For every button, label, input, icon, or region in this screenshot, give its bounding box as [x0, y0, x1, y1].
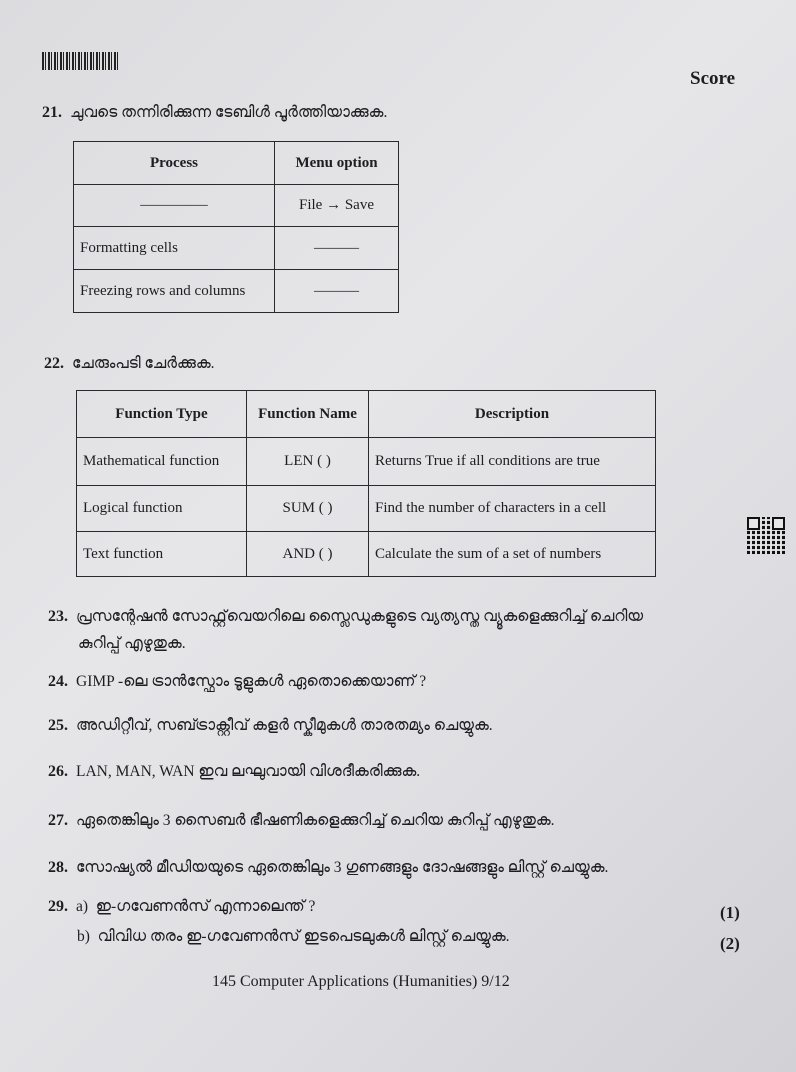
- question-text: ചുവടെ തന്നിരിക്കുന്ന ടേബിൾ പൂർത്തിയാക്കുക.: [70, 104, 388, 121]
- table-functions: [76, 390, 656, 577]
- question-number: 25.: [48, 717, 68, 734]
- cell: Mathematical function: [77, 438, 247, 486]
- cell: Freezing rows and columns: [74, 270, 275, 313]
- question-text: ചേരുംപടി ചേർക്കുക.: [72, 355, 215, 372]
- question-text: വിവിധ തരം ഇ-ഗവേണൻസ് ഇടപെടലുകൾ ലിസ്റ്റ് ചെയ്യുക.: [97, 928, 510, 945]
- cell: Logical function: [77, 486, 247, 532]
- sub-label: b): [77, 928, 90, 945]
- question-text: സോഷ്യൽ മീഡിയയുടെ ഏതെങ്കിലും 3 ഗുണങ്ങളും ദോഷങ്ങളും ലിസ്റ്റ് ചെയ്യുക.: [76, 859, 609, 876]
- header-menu-option: Menu option: [275, 142, 399, 185]
- question-text: ഏതെങ്കിലും 3 സൈബർ ഭീഷണികളെക്കുറിച്ച് ചെറിയ കുറിപ്പ് എഴുതുക.: [76, 812, 555, 829]
- question-number: 29.: [48, 898, 68, 915]
- cell: Text function: [77, 532, 247, 577]
- question-29a: [48, 898, 315, 916]
- marks-b: (2): [720, 934, 740, 953]
- cell: Formatting cells: [74, 227, 275, 270]
- barcode: [42, 52, 118, 70]
- question-number: 21.: [42, 104, 62, 121]
- header-function-name: Function Name: [247, 391, 369, 438]
- table-row: [74, 227, 399, 270]
- sub-label: a): [76, 898, 89, 915]
- cell: ———: [275, 270, 399, 313]
- cell: ————–: [74, 185, 275, 227]
- question-number: 27.: [48, 812, 68, 829]
- table-row: [74, 270, 399, 313]
- question-22: [44, 355, 215, 373]
- question-21: [42, 104, 387, 122]
- qr-code: [747, 517, 785, 554]
- table-row: [77, 486, 656, 532]
- question-29b: [77, 928, 510, 946]
- cell: Returns True if all conditions are true: [369, 438, 656, 486]
- question-24: [48, 673, 426, 691]
- cell: ———: [275, 227, 399, 270]
- cell: LEN ( ): [247, 438, 369, 486]
- cell: SUM ( ): [247, 486, 369, 532]
- question-text: പ്രസന്റേഷൻ സോഫ്റ്റ്‌വെയറിലെ സ്ലൈഡുകളുടെ വ്യത്യസ്ത വ്യൂകളെക്കുറിച്ച് ചെറിയ: [76, 608, 644, 625]
- question-27: [48, 812, 555, 830]
- question-text: LAN, MAN, WAN ഇവ ലഘുവായി വിശദീകരിക്കുക.: [76, 763, 421, 780]
- cell: File → Save: [275, 185, 399, 227]
- table-process-menu: [73, 141, 399, 313]
- question-25: [48, 717, 493, 735]
- header-function-type: Function Type: [77, 391, 247, 438]
- header-process: Process: [74, 142, 275, 185]
- score-label: Score: [690, 68, 736, 89]
- cell: AND ( ): [247, 532, 369, 577]
- table-row: [74, 185, 399, 227]
- question-text: അഡിറ്റീവ്, സബ്ട്രാക്റ്റീവ് കളർ സ്കീമുകൾ താരതമ്യം ചെയ്യുക.: [76, 717, 493, 734]
- table-row: [77, 532, 656, 577]
- header-description: Description: [369, 391, 656, 438]
- page-footer: 145 Computer Applications (Humanities) 9/12: [212, 973, 510, 990]
- question-text: GIMP -ലെ ട്രാൻസ്ഫോം ടൂളുകൾ ഏതൊക്കെയാണ് ?: [76, 673, 427, 690]
- question-number: 22.: [44, 355, 64, 372]
- question-number: 23.: [48, 608, 68, 625]
- cell: Find the number of characters in a cell: [369, 486, 656, 532]
- question-number: 24.: [48, 673, 68, 690]
- question-26: [48, 763, 420, 781]
- question-text: ഇ-ഗവേണൻസ് എന്നാലെന്ത് ?: [95, 898, 316, 915]
- cell: Calculate the sum of a set of numbers: [369, 532, 656, 577]
- marks-a: (1): [720, 903, 740, 922]
- question-number: 28.: [48, 859, 68, 876]
- question-number: 26.: [48, 763, 68, 780]
- question-23-cont: കുറിപ്പ് എഴുതുക.: [78, 635, 186, 652]
- question-28: [48, 859, 608, 877]
- table-row: [77, 438, 656, 486]
- question-23: [48, 608, 643, 626]
